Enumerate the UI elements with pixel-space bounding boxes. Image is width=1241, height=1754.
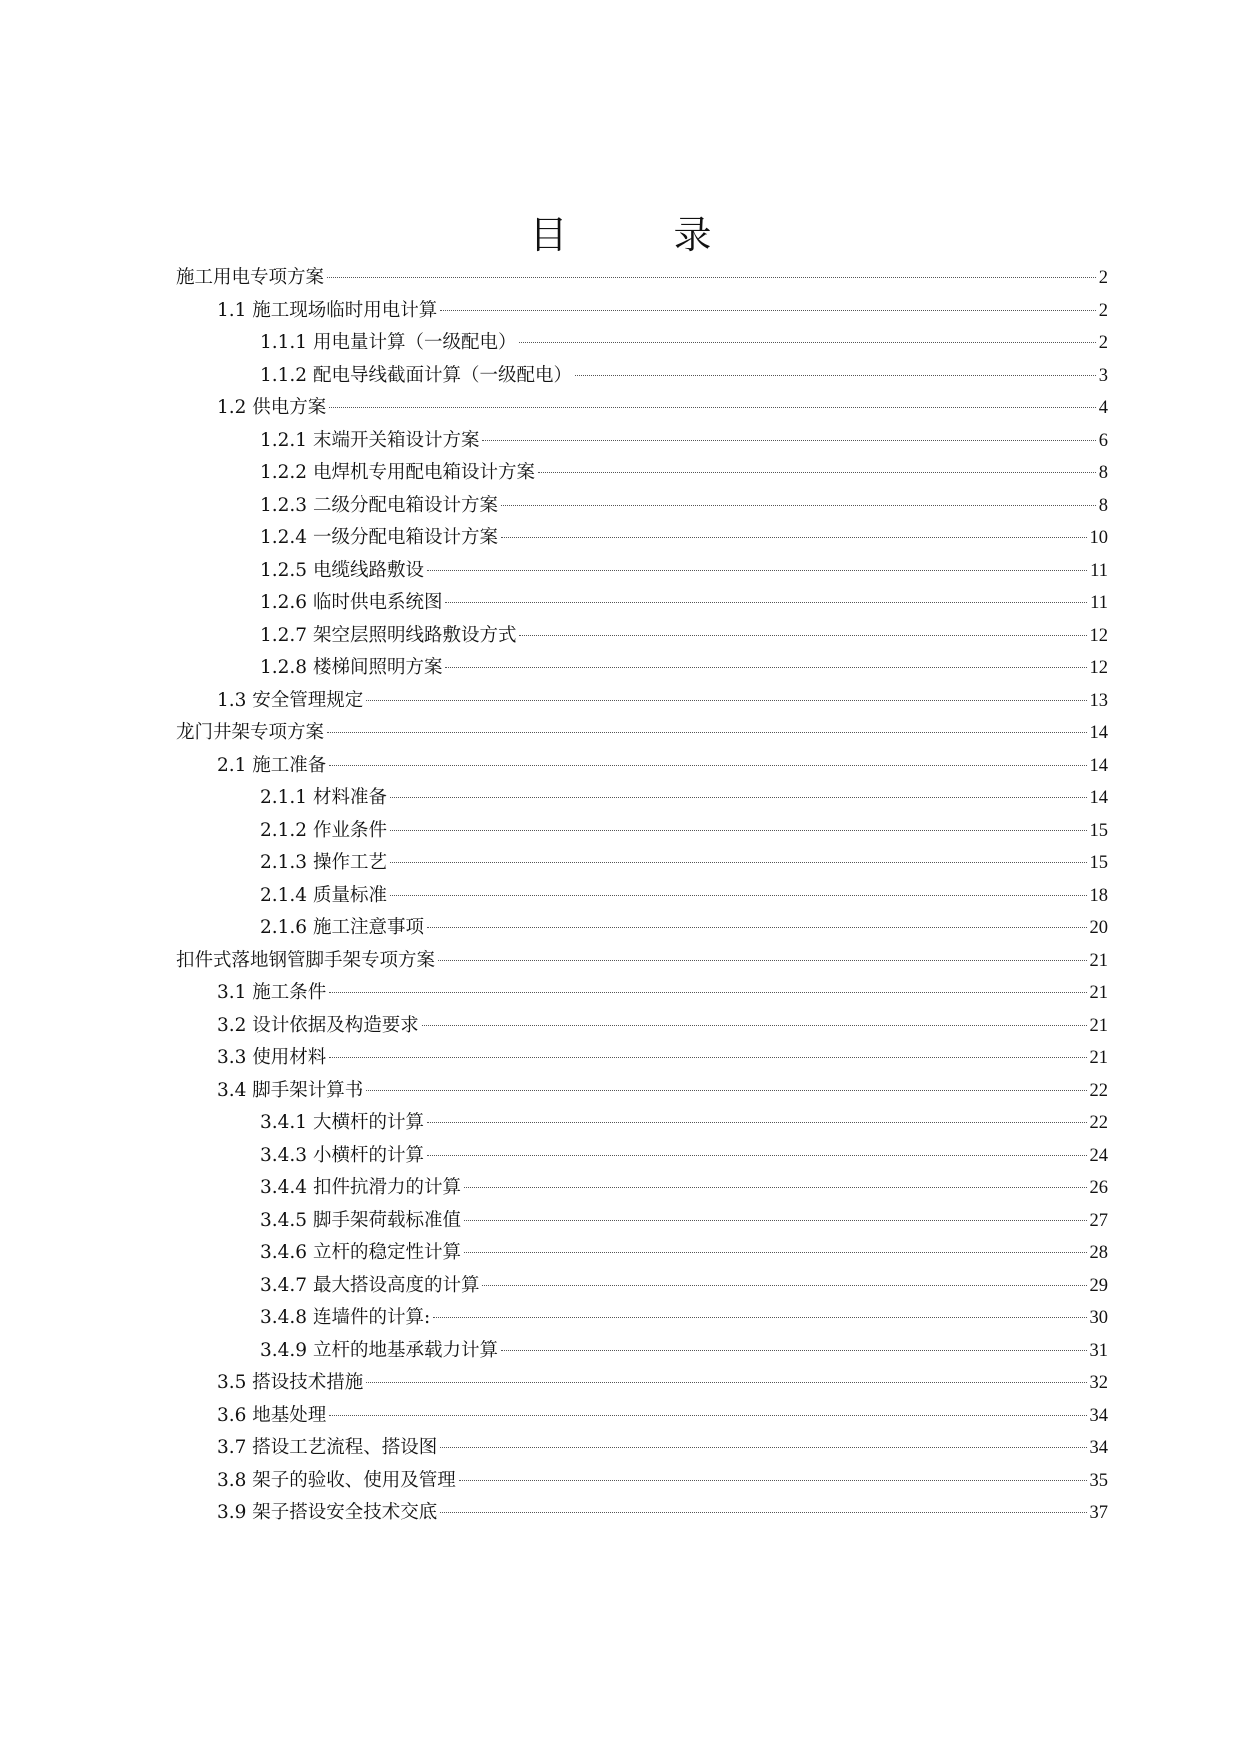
toc-entry-label: 1.2.7 架空层照明线路敷设方式 [260, 624, 517, 646]
dot-leader [327, 732, 1086, 733]
toc-entry[interactable] [176, 262, 1108, 295]
toc-entry[interactable] [176, 1400, 1108, 1433]
toc-entry-page-number: 2 [1098, 333, 1108, 353]
toc-entry-page-number: 2 [1098, 300, 1108, 321]
toc-entry-label: 2.1.2 作业条件 [260, 819, 387, 841]
toc-entry-label: 1.1.1 用电量计算（一级配电） [260, 332, 517, 353]
dot-leader [329, 1415, 1086, 1416]
dot-leader [422, 1025, 1087, 1026]
toc-entry-page-number: 18 [1089, 885, 1108, 906]
toc-entry[interactable] [176, 782, 1108, 815]
dot-leader [464, 1220, 1087, 1221]
toc-entry[interactable] [176, 1042, 1108, 1075]
dot-leader [440, 1447, 1086, 1448]
toc-entry[interactable] [176, 620, 1108, 653]
dot-leader [427, 927, 1087, 928]
toc-entry[interactable] [176, 750, 1108, 783]
table-of-contents [176, 262, 1108, 1530]
dot-leader [501, 537, 1087, 538]
toc-entry[interactable] [176, 1497, 1108, 1530]
toc-entry-label: 1.3 安全管理规定 [217, 689, 364, 711]
toc-entry-label: 3.4.7 最大搭设高度的计算 [260, 1274, 480, 1296]
toc-entry[interactable] [176, 1465, 1108, 1498]
toc-entry[interactable] [176, 555, 1108, 588]
dot-leader [501, 505, 1096, 506]
toc-entry-page-number: 6 [1098, 430, 1108, 451]
toc-entry[interactable] [176, 912, 1108, 945]
toc-entry-page-number: 27 [1089, 1210, 1108, 1231]
toc-entry-label: 1.2.5 电缆线路敷设 [260, 559, 424, 581]
toc-entry-label: 1.1 施工现场临时用电计算 [217, 299, 438, 321]
toc-entry-page-number: 34 [1089, 1405, 1108, 1426]
toc-entry-label: 2.1.6 施工注意事项 [260, 917, 424, 938]
toc-entry-page-number: 14 [1089, 723, 1108, 743]
toc-entry-page-number: 3 [1098, 365, 1108, 386]
toc-entry-page-number: 2 [1098, 268, 1108, 288]
toc-entry-label: 3.9 架子搭设安全技术交底 [217, 1502, 438, 1523]
toc-entry[interactable] [176, 1367, 1108, 1400]
toc-entry-label: 3.5 搭设技术措施 [217, 1372, 364, 1393]
toc-entry[interactable] [176, 1270, 1108, 1303]
dot-leader [464, 1187, 1087, 1188]
toc-entry[interactable] [176, 1010, 1108, 1043]
toc-entry[interactable] [176, 880, 1108, 913]
toc-entry-page-number: 21 [1089, 950, 1108, 971]
toc-entry-label: 1.2.6 临时供电系统图 [260, 592, 443, 613]
toc-entry-label: 扣件式落地钢管脚手架专项方案 [176, 949, 436, 971]
toc-entry-page-number: 13 [1089, 690, 1108, 711]
toc-entry-label: 3.4.5 脚手架荷载标准值 [260, 1209, 461, 1231]
toc-entry-label: 3.4.3 小横杆的计算 [260, 1144, 424, 1166]
dot-leader [329, 765, 1086, 766]
toc-entry[interactable] [176, 1335, 1108, 1368]
toc-entry[interactable] [176, 945, 1108, 978]
toc-entry-page-number: 35 [1089, 1470, 1108, 1491]
toc-entry-label: 3.1 施工条件 [217, 982, 327, 1003]
toc-entry-label: 3.4.8 连墙件的计算: [260, 1307, 431, 1328]
toc-entry-label: 3.3 使用材料 [217, 1047, 327, 1068]
dot-leader [519, 342, 1095, 343]
toc-entry-label: 1.2.3 二级分配电箱设计方案 [260, 494, 498, 516]
dot-leader [445, 602, 1087, 603]
toc-entry-label: 3.8 架子的验收、使用及管理 [217, 1469, 456, 1491]
toc-entry-label: 3.4.4 扣件抗滑力的计算 [260, 1177, 461, 1198]
toc-entry[interactable] [176, 587, 1108, 620]
toc-entry-page-number: 31 [1089, 1340, 1108, 1361]
toc-entry-page-number: 26 [1089, 1178, 1108, 1198]
toc-entry-page-number: 12 [1089, 658, 1108, 678]
toc-entry-label: 3.4 脚手架计算书 [217, 1079, 364, 1101]
dot-leader [538, 472, 1096, 473]
toc-entry-page-number: 21 [1089, 983, 1108, 1003]
toc-entry-label: 3.2 设计依据及构造要求 [217, 1014, 419, 1036]
toc-entry-label: 3.6 地基处理 [217, 1404, 327, 1426]
dot-leader [464, 1252, 1087, 1253]
toc-entry-page-number: 4 [1098, 398, 1108, 418]
toc-entry[interactable] [176, 1205, 1108, 1238]
toc-entry[interactable] [176, 847, 1108, 880]
toc-entry-label: 1.2.2 电焊机专用配电箱设计方案 [260, 462, 535, 483]
toc-entry-page-number: 22 [1089, 1080, 1108, 1101]
toc-entry[interactable] [176, 1432, 1108, 1465]
toc-entry[interactable] [176, 327, 1108, 360]
toc-entry[interactable] [176, 652, 1108, 685]
toc-entry-label: 施工用电专项方案 [176, 267, 325, 288]
toc-entry-label: 1.2.1 末端开关箱设计方案 [260, 429, 480, 451]
dot-leader [366, 700, 1086, 701]
toc-entry[interactable] [176, 425, 1108, 458]
toc-entry[interactable] [176, 295, 1108, 328]
toc-entry-page-number: 10 [1089, 528, 1108, 548]
toc-entry[interactable] [176, 977, 1108, 1010]
toc-entry[interactable] [176, 457, 1108, 490]
dot-leader [390, 830, 1087, 831]
dot-leader [329, 1057, 1086, 1058]
toc-entry[interactable] [176, 1107, 1108, 1140]
toc-entry-page-number: 11 [1090, 593, 1108, 613]
toc-entry-page-number: 15 [1089, 853, 1108, 873]
toc-entry-page-number: 14 [1089, 788, 1108, 808]
dot-leader [445, 667, 1086, 668]
dot-leader [519, 635, 1086, 636]
dot-leader [501, 1350, 1087, 1351]
toc-entry-label: 3.7 搭设工艺流程、搭设图 [217, 1437, 438, 1458]
toc-entry-page-number: 11 [1090, 560, 1108, 581]
toc-entry-page-number: 20 [1089, 918, 1108, 938]
toc-entry-page-number: 30 [1089, 1308, 1108, 1328]
dot-leader [440, 310, 1095, 311]
dot-leader [427, 570, 1087, 571]
toc-entry-label: 2.1 施工准备 [217, 754, 327, 776]
dot-leader [366, 1382, 1086, 1383]
toc-entry[interactable] [176, 1075, 1108, 1108]
toc-entry[interactable] [176, 490, 1108, 523]
toc-entry[interactable] [176, 360, 1108, 393]
toc-entry-label: 3.4.9 立杆的地基承载力计算 [260, 1339, 498, 1361]
toc-entry-page-number: 22 [1089, 1113, 1108, 1133]
toc-entry[interactable] [176, 685, 1108, 718]
toc-entry-page-number: 28 [1089, 1243, 1108, 1263]
toc-entry-page-number: 12 [1089, 625, 1108, 646]
dot-leader [329, 407, 1095, 408]
toc-entry[interactable] [176, 522, 1108, 555]
toc-entry[interactable] [176, 1237, 1108, 1270]
toc-entry-page-number: 8 [1098, 495, 1108, 516]
toc-entry-page-number: 21 [1089, 1048, 1108, 1068]
toc-entry-label: 3.4.6 立杆的稳定性计算 [260, 1242, 461, 1263]
dot-leader [427, 1155, 1087, 1156]
dot-leader [327, 277, 1096, 278]
toc-entry-page-number: 8 [1098, 463, 1108, 483]
dot-leader [438, 960, 1086, 961]
toc-entry-page-number: 21 [1089, 1015, 1108, 1036]
toc-entry-label: 1.1.2 配电导线截面计算（一级配电） [260, 364, 572, 386]
dot-leader [482, 440, 1095, 441]
dot-leader [366, 1090, 1086, 1091]
toc-entry-label: 2.1.1 材料准备 [260, 787, 387, 808]
dot-leader [440, 1512, 1086, 1513]
toc-entry-page-number: 34 [1089, 1438, 1108, 1458]
toc-entry[interactable] [176, 815, 1108, 848]
dot-leader [459, 1480, 1087, 1481]
toc-entry[interactable] [176, 1140, 1108, 1173]
toc-entry[interactable] [176, 392, 1108, 425]
toc-entry[interactable] [176, 1302, 1108, 1335]
dot-leader [329, 992, 1086, 993]
dot-leader [482, 1285, 1086, 1286]
toc-entry-page-number: 15 [1089, 820, 1108, 841]
toc-entry[interactable] [176, 1172, 1108, 1205]
dot-leader [390, 797, 1087, 798]
toc-entry-page-number: 24 [1089, 1145, 1108, 1166]
toc-entry-label: 2.1.3 操作工艺 [260, 852, 387, 873]
toc-entry-label: 1.2.4 一级分配电箱设计方案 [260, 527, 498, 548]
toc-entry-page-number: 32 [1089, 1373, 1108, 1393]
dot-leader [433, 1317, 1086, 1318]
dot-leader [575, 375, 1096, 376]
dot-leader [390, 862, 1087, 863]
toc-entry-label: 龙门井架专项方案 [176, 722, 325, 743]
dot-leader [427, 1122, 1087, 1123]
toc-entry-label: 1.2 供电方案 [217, 397, 327, 418]
toc-entry-page-number: 14 [1089, 755, 1108, 776]
toc-entry-label: 1.2.8 楼梯间照明方案 [260, 657, 443, 678]
toc-entry-label: 3.4.1 大横杆的计算 [260, 1112, 424, 1133]
dot-leader [390, 895, 1087, 896]
toc-entry-page-number: 29 [1089, 1275, 1108, 1296]
page-title: 目 录 [529, 213, 746, 257]
toc-entry-label: 2.1.4 质量标准 [260, 884, 387, 906]
toc-entry-page-number: 37 [1089, 1503, 1108, 1523]
toc-entry[interactable] [176, 717, 1108, 750]
